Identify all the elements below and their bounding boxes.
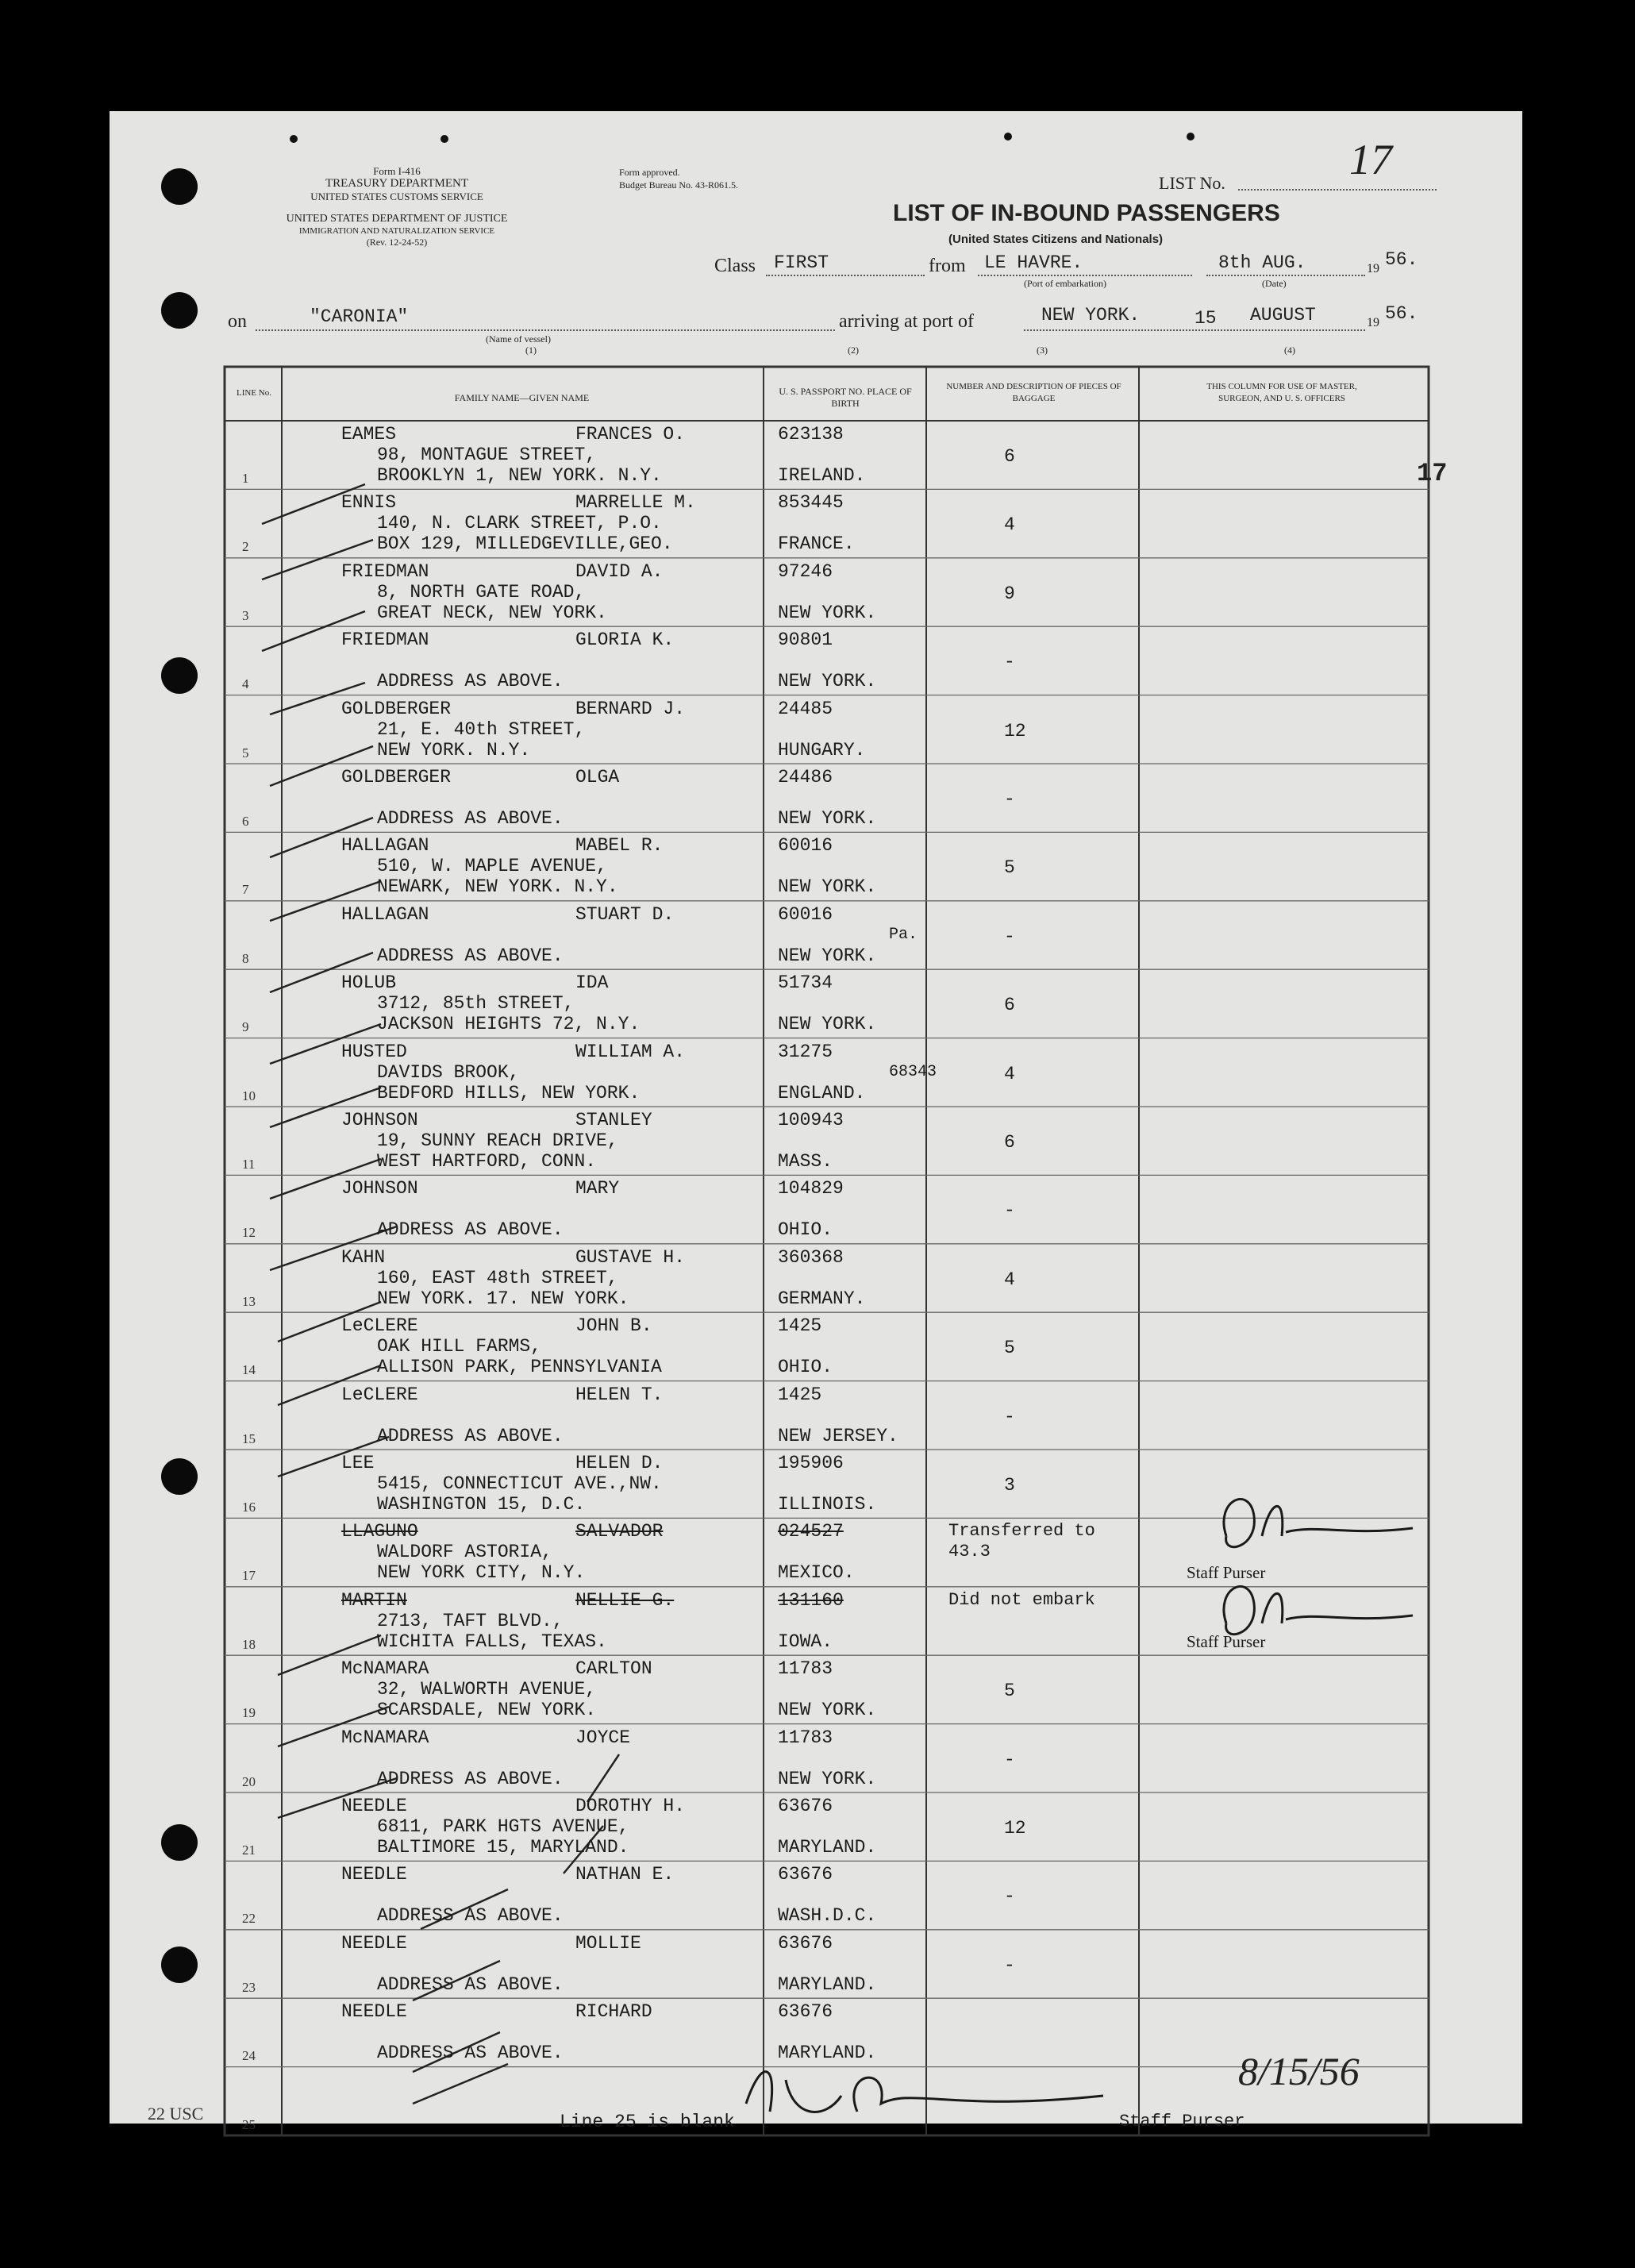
passport-number: 31275 bbox=[778, 1041, 833, 1062]
passport-number: 90801 bbox=[778, 630, 833, 651]
address-line-2: SCARSDALE, NEW YORK. bbox=[377, 1700, 597, 1721]
col-marker-1: (1) bbox=[525, 345, 537, 356]
table-row bbox=[0, 1038, 1635, 1107]
given-name: SALVADOR bbox=[575, 1521, 664, 1542]
line-number: 8 bbox=[242, 950, 249, 966]
line-number: 12 bbox=[242, 1225, 256, 1241]
arrival-year: 56. bbox=[1385, 303, 1418, 324]
address-line-1: 8, NORTH GATE ROAD, bbox=[377, 581, 586, 603]
arrival-year-prefix: 19 bbox=[1367, 316, 1379, 329]
line-number: 18 bbox=[242, 1636, 256, 1652]
family-name: HALLAGAN bbox=[341, 903, 429, 925]
place-of-birth: NEW YORK. bbox=[778, 808, 877, 829]
given-name: BERNARD J. bbox=[575, 698, 686, 719]
customs-service: UNITED STATES CUSTOMS SERVICE bbox=[310, 191, 483, 202]
table-row bbox=[0, 1312, 1635, 1380]
line-number: 5 bbox=[242, 745, 249, 760]
place-of-birth: MARYLAND. bbox=[778, 2043, 877, 2064]
place-of-birth: NEW YORK. bbox=[778, 945, 877, 966]
baggage-count: 4 bbox=[1004, 1063, 1015, 1084]
address-line-2: ADDRESS AS ABOVE. bbox=[377, 808, 564, 829]
port-of-embarkation: LE HAVRE. bbox=[984, 252, 1083, 273]
family-name: NEEDLE bbox=[341, 1864, 407, 1885]
line-number: 3 bbox=[242, 607, 249, 623]
address-line-1: 19, SUNNY REACH DRIVE, bbox=[377, 1130, 618, 1151]
given-name: JOYCE bbox=[575, 1727, 631, 1748]
line-number: 25 bbox=[242, 2116, 256, 2132]
from-label: from bbox=[929, 256, 966, 276]
place-of-birth: NEW YORK. bbox=[778, 1014, 877, 1035]
table-row bbox=[0, 1655, 1635, 1723]
address-line-2: NEWARK, NEW YORK. N.Y. bbox=[377, 876, 618, 898]
address-line-2: ADDRESS AS ABOVE. bbox=[377, 1219, 564, 1241]
family-name: FRIEDMAN bbox=[341, 560, 429, 582]
given-name: FRANCES O. bbox=[575, 424, 686, 445]
line-number: 14 bbox=[242, 1362, 256, 1378]
family-name: LEE bbox=[341, 1453, 375, 1473]
address-line-2: NEW YORK CITY, N.Y. bbox=[377, 1562, 586, 1584]
on-label: on bbox=[228, 311, 247, 332]
family-name: GOLDBERGER bbox=[341, 698, 452, 719]
address-line-2: ALLISON PARK, PENNSYLVANIA bbox=[377, 1357, 662, 1378]
baggage-count: - bbox=[1004, 789, 1015, 810]
arriving-label: arriving at port of bbox=[839, 311, 974, 332]
family-name: NEEDLE bbox=[341, 1796, 407, 1816]
table-row bbox=[0, 901, 1635, 969]
place-of-birth: WASH.D.C. bbox=[778, 1905, 877, 1927]
form-number: Form I-416 bbox=[373, 165, 421, 177]
baggage-count: 3 bbox=[1004, 1475, 1015, 1496]
col-header-name: FAMILY NAME—GIVEN NAME bbox=[454, 392, 590, 403]
place-of-birth: HUNGARY. bbox=[778, 739, 866, 760]
passport-number: 195906 bbox=[778, 1453, 844, 1473]
family-name: GOLDBERGER bbox=[341, 767, 452, 787]
address-line-1: 6811, PARK HGTS AVENUE, bbox=[377, 1816, 629, 1837]
margin-number: 17 bbox=[1417, 459, 1448, 488]
given-name: NELLIE G. bbox=[575, 1589, 675, 1611]
passport-number: 024527 bbox=[778, 1521, 844, 1542]
baggage-count: - bbox=[1004, 1749, 1015, 1770]
address-line-1: 32, WALWORTH AVENUE, bbox=[377, 1679, 597, 1700]
line-number: 15 bbox=[242, 1430, 256, 1446]
line-number: 7 bbox=[242, 882, 249, 898]
baggage-count: 6 bbox=[1004, 995, 1015, 1016]
address-line-1: OAK HILL FARMS, bbox=[377, 1336, 542, 1357]
baggage-count: - bbox=[1004, 1886, 1015, 1908]
given-name: HELEN T. bbox=[575, 1384, 664, 1405]
table-row bbox=[0, 626, 1635, 695]
table-row bbox=[0, 1861, 1635, 1929]
address-line-2: WEST HARTFORD, CONN. bbox=[377, 1151, 597, 1172]
table-row bbox=[0, 969, 1635, 1038]
table-row bbox=[0, 1792, 1635, 1861]
revision: (Rev. 12-24-52) bbox=[366, 237, 428, 248]
date-caption: (Date) bbox=[1262, 278, 1287, 289]
line-number: 4 bbox=[242, 676, 249, 692]
passport-number: 51734 bbox=[778, 972, 833, 994]
passport-note: 68343 bbox=[889, 1062, 937, 1081]
address-line-2: WICHITA FALLS, TEXAS. bbox=[377, 1631, 607, 1652]
col-marker-2: (2) bbox=[848, 345, 859, 356]
passport-number: 97246 bbox=[778, 560, 833, 582]
baggage-count: - bbox=[1004, 1954, 1015, 1976]
passport-number: 360368 bbox=[778, 1246, 844, 1268]
passport-number: 131160 bbox=[778, 1589, 844, 1611]
given-name: MOLLIE bbox=[575, 1932, 641, 1954]
table-row bbox=[0, 695, 1635, 764]
place-of-birth: MEXICO. bbox=[778, 1562, 855, 1584]
table-row bbox=[0, 832, 1635, 900]
footer-code: 22 USC bbox=[148, 2104, 204, 2124]
table-row bbox=[0, 764, 1635, 832]
place-of-birth: NEW YORK. bbox=[778, 1700, 877, 1721]
table-row bbox=[0, 2067, 1635, 2135]
col-header-line: LINE No. bbox=[237, 388, 271, 398]
given-name: JOHN B. bbox=[575, 1315, 652, 1337]
baggage-count: - bbox=[1004, 926, 1015, 947]
passport-number: 11783 bbox=[778, 1658, 833, 1680]
table-row bbox=[0, 421, 1635, 489]
address-line-1: 2713, TAFT BLVD., bbox=[377, 1610, 564, 1631]
family-name: ENNIS bbox=[341, 492, 397, 514]
passport-number: 24486 bbox=[778, 767, 833, 787]
vessel-caption: (Name of vessel) bbox=[486, 333, 551, 345]
table-row bbox=[0, 558, 1635, 626]
form-approved: Form approved. bbox=[619, 167, 680, 178]
address-line-2: ADDRESS AS ABOVE. bbox=[377, 671, 564, 692]
baggage-count: Did not embark bbox=[948, 1589, 1095, 1610]
table-row bbox=[0, 1381, 1635, 1450]
address-line-1: 3712, 85th STREET, bbox=[377, 993, 575, 1015]
embarkation-date: 8th AUG. bbox=[1218, 252, 1306, 273]
address-line-2: ADDRESS AS ABOVE. bbox=[377, 2043, 564, 2064]
passport-number: 63676 bbox=[778, 1796, 833, 1816]
family-name: LeCLERE bbox=[341, 1315, 418, 1337]
place-of-birth: MASS. bbox=[778, 1151, 833, 1172]
given-name: RICHARD bbox=[575, 2001, 652, 2023]
vessel-name: "CARONIA" bbox=[310, 306, 409, 327]
baggage-count: Transferred to 43.3 bbox=[948, 1521, 1095, 1562]
given-name: WILLIAM A. bbox=[575, 1041, 686, 1062]
family-name: JOHNSON bbox=[341, 1110, 418, 1130]
place-of-birth: ENGLAND. bbox=[778, 1082, 866, 1103]
baggage-count: - bbox=[1004, 1200, 1015, 1222]
passport-number: 63676 bbox=[778, 1864, 833, 1885]
line-number: 10 bbox=[242, 1088, 256, 1103]
place-of-birth: NEW YORK. bbox=[778, 602, 877, 623]
given-name: HELEN D. bbox=[575, 1453, 664, 1473]
address-line-2: JACKSON HEIGHTS 72, N.Y. bbox=[377, 1014, 641, 1035]
port-caption: (Port of embarkation) bbox=[1024, 278, 1106, 289]
table-row bbox=[0, 1175, 1635, 1243]
line-number: 22 bbox=[242, 1911, 256, 1927]
address-line-2: BOX 129, MILLEDGEVILLE,GEO. bbox=[377, 533, 673, 555]
table-row bbox=[0, 1518, 1635, 1586]
address-line-2: NEW YORK. 17. NEW YORK. bbox=[377, 1288, 629, 1309]
place-of-birth: IRELAND. bbox=[778, 465, 866, 486]
baggage-count: 9 bbox=[1004, 583, 1015, 604]
line-number: 11 bbox=[242, 1157, 256, 1172]
line-number: 16 bbox=[242, 1500, 256, 1515]
line-number: 20 bbox=[242, 1773, 256, 1789]
line-number: 1 bbox=[242, 471, 249, 486]
baggage-count: 5 bbox=[1004, 1681, 1015, 1702]
ins-service: IMMIGRATION AND NATURALIZATION SERVICE bbox=[298, 226, 495, 236]
col-marker-3: (3) bbox=[1037, 345, 1048, 356]
line-number: 19 bbox=[242, 1705, 256, 1721]
given-name: NATHAN E. bbox=[575, 1864, 675, 1885]
passport-number: 100943 bbox=[778, 1110, 844, 1130]
address-line-1: 160, EAST 48th STREET, bbox=[377, 1267, 618, 1288]
table-row bbox=[0, 1930, 1635, 1998]
passport-number: 60016 bbox=[778, 835, 833, 857]
address-line-1: 21, E. 40th STREET, bbox=[377, 718, 586, 740]
place-of-birth: NEW YORK. bbox=[778, 1768, 877, 1789]
family-name: NEEDLE bbox=[341, 2001, 407, 2023]
address-line-2: ADDRESS AS ABOVE. bbox=[377, 1425, 564, 1446]
place-of-birth: NEW YORK. bbox=[778, 876, 877, 898]
arrival-port: NEW YORK. bbox=[1041, 305, 1141, 325]
address-line-1: 510, W. MAPLE AVENUE, bbox=[377, 856, 607, 877]
family-name: McNAMARA bbox=[341, 1727, 429, 1748]
address-line-2: ADDRESS AS ABOVE. bbox=[377, 1768, 564, 1789]
passport-number: 24485 bbox=[778, 698, 833, 719]
place-of-birth: GERMANY. bbox=[778, 1288, 866, 1309]
table-row bbox=[0, 1587, 1635, 1655]
officer-note: Staff Purser bbox=[1187, 1563, 1266, 1583]
budget-bureau: Budget Bureau No. 43-R061.5. bbox=[619, 179, 738, 191]
arrival-day: 15 bbox=[1195, 308, 1217, 329]
place-of-birth: NEW YORK. bbox=[778, 671, 877, 692]
col-marker-4: (4) bbox=[1284, 345, 1295, 356]
address-line-2: GREAT NECK, NEW YORK. bbox=[377, 602, 607, 623]
family-name: HUSTED bbox=[341, 1041, 407, 1062]
address-line-1: WALDORF ASTORIA, bbox=[377, 1542, 552, 1563]
baggage-count: 5 bbox=[1004, 857, 1015, 879]
arrival-month: AUGUST bbox=[1250, 305, 1316, 325]
address-line-2: WASHINGTON 15, D.C. bbox=[377, 1494, 586, 1515]
place-of-birth: MARYLAND. bbox=[778, 1837, 877, 1858]
address-line-1: 140, N. CLARK STREET, P.O. bbox=[377, 513, 662, 534]
family-name: LeCLERE bbox=[341, 1384, 418, 1405]
list-no-label: LIST No. bbox=[1159, 173, 1225, 193]
passport-number: 1425 bbox=[778, 1384, 822, 1405]
baggage-count: 5 bbox=[1004, 1338, 1015, 1359]
place-of-birth: MARYLAND. bbox=[778, 1973, 877, 1995]
place-of-birth: FRANCE. bbox=[778, 533, 855, 555]
passport-number: 104829 bbox=[778, 1178, 844, 1199]
family-name: LLAGUNO bbox=[341, 1521, 418, 1542]
line-number: 9 bbox=[242, 1019, 249, 1035]
given-name: CARLTON bbox=[575, 1658, 652, 1680]
line-number: 2 bbox=[242, 539, 249, 555]
address-line-2: BALTIMORE 15, MARYLAND. bbox=[377, 1837, 629, 1858]
given-name: DOROTHY H. bbox=[575, 1796, 686, 1816]
place-of-birth: IOWA. bbox=[778, 1631, 833, 1652]
table-row bbox=[0, 1107, 1635, 1175]
table-row bbox=[0, 1724, 1635, 1792]
family-name: JOHNSON bbox=[341, 1178, 418, 1199]
baggage-count: - bbox=[1004, 1406, 1015, 1427]
form-subtitle: (United States Citizens and Nationals) bbox=[948, 233, 1164, 246]
baggage-count: 12 bbox=[1004, 720, 1026, 741]
family-name: NEEDLE bbox=[341, 1932, 407, 1954]
family-name: HALLAGAN bbox=[341, 835, 429, 857]
given-name: MARRELLE M. bbox=[575, 492, 696, 514]
family-name: MARTIN bbox=[341, 1589, 407, 1611]
list-number: 17 bbox=[1349, 136, 1392, 183]
baggage-count: 6 bbox=[1004, 446, 1015, 467]
given-name: STANLEY bbox=[575, 1110, 652, 1130]
family-name: FRIEDMAN bbox=[341, 630, 429, 651]
baggage-count: Staff Purser bbox=[1119, 2111, 1245, 2131]
embark-year: 56. bbox=[1385, 249, 1418, 270]
address-line-2: ADDRESS AS ABOVE. bbox=[377, 945, 564, 966]
given-name: MABEL R. bbox=[575, 835, 664, 857]
place-of-birth: OHIO. bbox=[778, 1219, 833, 1241]
baggage-count: 6 bbox=[1004, 1132, 1015, 1153]
col-header-passport: U. S. PASSPORT NO. PLACE OF BIRTH bbox=[779, 386, 912, 409]
officer-note: Staff Purser bbox=[1187, 1631, 1266, 1651]
given-name: GLORIA K. bbox=[575, 630, 675, 651]
given-name: GUSTAVE H. bbox=[575, 1246, 686, 1268]
given-name: MARY bbox=[575, 1178, 620, 1199]
department: UNITED STATES DEPARTMENT OF JUSTICE bbox=[286, 213, 508, 225]
table-row bbox=[0, 1450, 1635, 1518]
table-row bbox=[0, 1998, 1635, 2066]
table-row bbox=[0, 1244, 1635, 1312]
place-of-birth: OHIO. bbox=[778, 1357, 833, 1378]
given-name: OLGA bbox=[575, 767, 620, 787]
baggage-count: 4 bbox=[1004, 514, 1015, 536]
address-line-2: ADDRESS AS ABOVE. bbox=[377, 1973, 564, 1995]
passport-number: 63676 bbox=[778, 1932, 833, 1954]
address-line-2: ADDRESS AS ABOVE. bbox=[377, 1905, 564, 1927]
address-line-1: 5415, CONNECTICUT AVE.,NW. bbox=[377, 1473, 662, 1494]
col-header-baggage: NUMBER AND DESCRIPTION OF PIECES OF BAGGAGE bbox=[946, 382, 1121, 403]
passport-number: 11783 bbox=[778, 1727, 833, 1748]
baggage-count: 4 bbox=[1004, 1269, 1015, 1290]
address-line-2: Line 25 is blank bbox=[560, 2111, 735, 2132]
col-header-officers: THIS COLUMN FOR USE OF MASTER, SURGEON, AND U. S. OFFICERS bbox=[1206, 382, 1357, 403]
family-name: McNAMARA bbox=[341, 1658, 429, 1680]
signature-date: 8/15/56 bbox=[1238, 2049, 1360, 2093]
address-line-2: NEW YORK. N.Y. bbox=[377, 739, 531, 760]
baggage-count: - bbox=[1004, 652, 1015, 673]
place-of-birth: ILLINOIS. bbox=[778, 1494, 877, 1515]
given-name: DAVID A. bbox=[575, 560, 664, 582]
line-number: 24 bbox=[242, 2048, 256, 2064]
passport-note: Pa. bbox=[889, 925, 918, 944]
address-line-2: BROOKLYN 1, NEW YORK. N.Y. bbox=[377, 465, 662, 486]
passport-number: 853445 bbox=[778, 492, 844, 514]
class-value: FIRST bbox=[774, 252, 829, 273]
given-name: IDA bbox=[575, 972, 609, 994]
family-name: KAHN bbox=[341, 1246, 386, 1268]
given-name: STUART D. bbox=[575, 903, 675, 925]
form-title: LIST OF IN-BOUND PASSENGERS bbox=[893, 200, 1280, 226]
address-line-1: 98, MONTAGUE STREET, bbox=[377, 445, 597, 465]
passport-number: 623138 bbox=[778, 424, 844, 445]
passport-number: 1425 bbox=[778, 1315, 822, 1337]
table-row bbox=[0, 489, 1635, 557]
family-name: HOLUB bbox=[341, 972, 397, 994]
place-of-birth: NEW JERSEY. bbox=[778, 1425, 898, 1446]
passport-number: 63676 bbox=[778, 2001, 833, 2023]
line-number: 21 bbox=[242, 1843, 256, 1858]
line-number: 23 bbox=[242, 1979, 256, 1995]
passport-number: 60016 bbox=[778, 903, 833, 925]
family-name: EAMES bbox=[341, 424, 397, 445]
address-line-2: BEDFORD HILLS, NEW YORK. bbox=[377, 1082, 641, 1103]
line-number: 17 bbox=[242, 1568, 256, 1584]
agency: TREASURY DEPARTMENT bbox=[325, 177, 469, 190]
class-label: Class bbox=[714, 256, 756, 276]
line-number: 13 bbox=[242, 1293, 256, 1309]
address-line-1: DAVIDS BROOK, bbox=[377, 1061, 520, 1083]
line-number: 6 bbox=[242, 814, 249, 829]
year-prefix: 19 bbox=[1367, 262, 1379, 275]
baggage-count: 12 bbox=[1004, 1818, 1026, 1839]
